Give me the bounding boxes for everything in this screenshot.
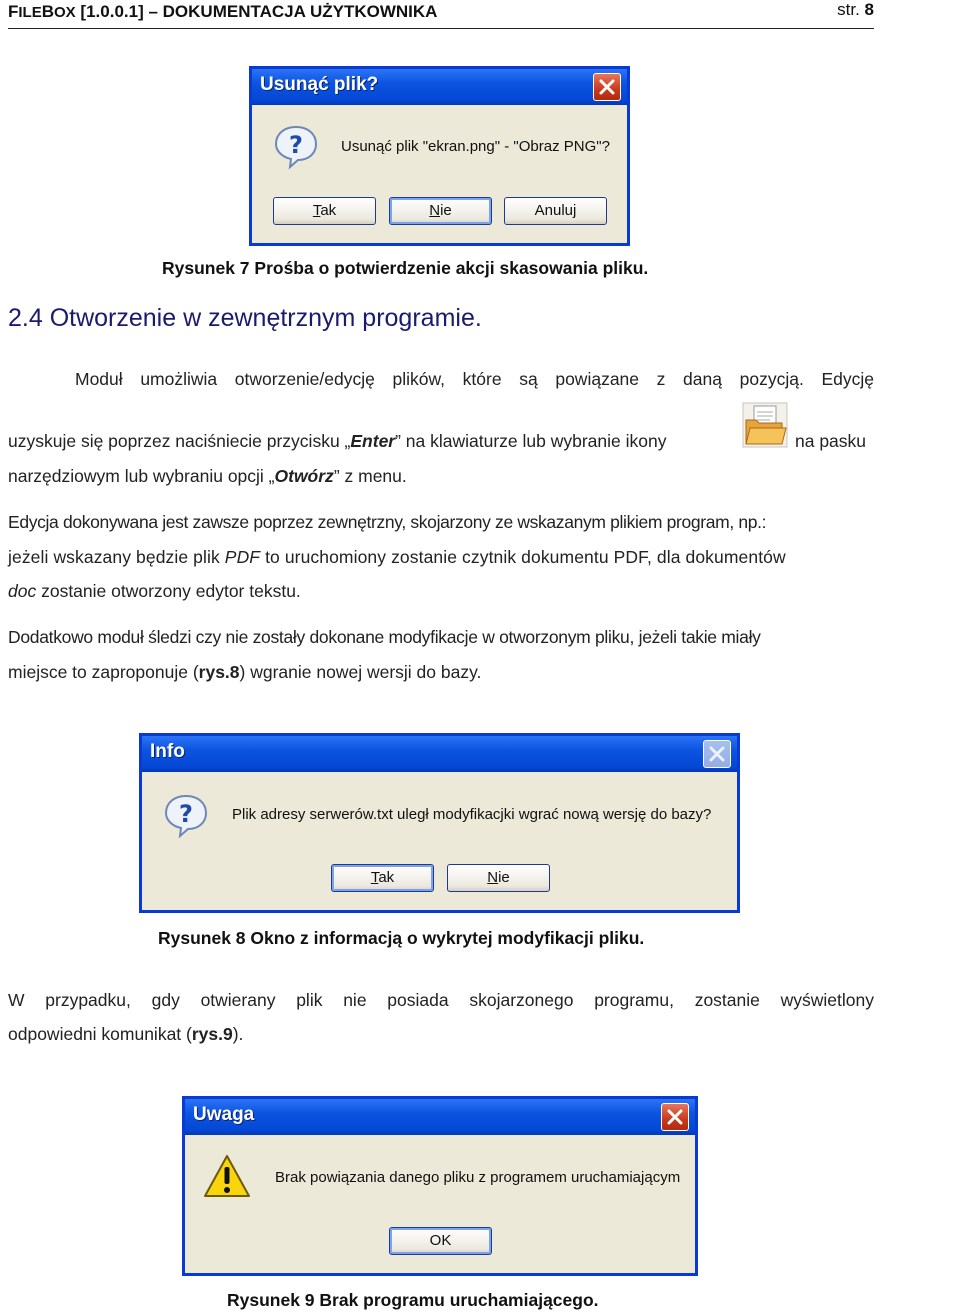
dialog-message: Brak powiązania danego pliku z programem uruchamiającym	[275, 1169, 681, 1186]
close-icon	[709, 746, 725, 762]
word: posiada	[387, 990, 449, 1010]
word: otwierany	[200, 990, 276, 1010]
close-button[interactable]	[661, 1103, 689, 1131]
word: Edycję	[821, 369, 874, 389]
paragraph-line	[75, 369, 874, 390]
paragraph-line: narzędziowym lub wybraniu opcji „Otwórz” z menu.	[8, 466, 407, 486]
paragraph-line-end: na pasku	[795, 431, 867, 451]
word: które	[462, 369, 502, 389]
dialog-title-bar	[185, 1099, 695, 1135]
warning-dialog	[182, 1096, 698, 1276]
close-icon	[667, 1109, 683, 1125]
question-icon	[162, 792, 210, 840]
figure-caption-7: Rysunek 7 Prośba o potwierdzenie akcji skasowania pliku.	[162, 258, 649, 278]
cancel-button[interactable]: Anuluj	[504, 197, 607, 225]
word: pozycją.	[739, 369, 804, 389]
word: W	[8, 990, 25, 1010]
paragraph-line: doc zostanie otworzony edytor tekstu.	[8, 581, 301, 601]
info-dialog	[139, 733, 740, 913]
word: zostanie	[694, 990, 760, 1010]
warning-icon	[203, 1153, 251, 1199]
word: z	[656, 369, 666, 389]
svg-text:?: ?	[179, 800, 193, 828]
word: gdy	[151, 990, 180, 1010]
page-header	[8, 0, 874, 29]
paragraph-line: odpowiedni komunikat (rys.9).	[8, 1024, 244, 1044]
close-button[interactable]	[593, 73, 621, 101]
figure-caption-9: Rysunek 9 Brak programu uruchamiającego.	[227, 1290, 599, 1310]
word: umożliwia	[140, 369, 218, 389]
word: przypadku,	[45, 990, 131, 1010]
word: nie	[343, 990, 367, 1010]
paragraph-line	[8, 990, 874, 1011]
dialog-title-bar	[252, 69, 627, 105]
word: wyświetlony	[780, 990, 874, 1010]
no-button[interactable]: Nie	[389, 197, 492, 225]
yes-button[interactable]: Tak	[331, 864, 434, 892]
paragraph-line: jeżeli wskazany będzie plik PDF to uruchomiony zostanie czytnik dokumentu PDF, dla dokumentów	[8, 547, 786, 567]
dialog-message: Plik adresy serwerów.txt uległ modyfikacjki wgrać nową wersję do bazy?	[232, 806, 712, 823]
close-icon	[599, 79, 615, 95]
question-icon	[272, 123, 320, 171]
dialog-message: Usunąć plik "ekran.png" - "Obraz PNG"?	[341, 138, 610, 155]
delete-confirm-dialog	[249, 66, 630, 246]
document-title: FILEBOX [1.0.0.1] – DOKUMENTACJA UŻYTKOWNIKA	[8, 2, 438, 21]
yes-button[interactable]: Tak	[273, 197, 376, 225]
section-heading: 2.4 Otworzenie w zewnętrznym programie.	[8, 304, 482, 332]
word: programu,	[594, 990, 674, 1010]
word: daną	[683, 369, 722, 389]
word: Moduł	[75, 369, 123, 389]
word: powiązane	[555, 369, 640, 389]
close-button[interactable]	[703, 740, 731, 768]
paragraph-line: miejsce to zaproponuje (rys.8) wgranie nowej wersji do bazy.	[8, 662, 482, 682]
word: są	[519, 369, 538, 389]
paragraph-line: Dodatkowo moduł śledzi czy nie zostały dokonane modyfikacje w otworzonym pliku, jeżeli takie miały	[8, 627, 761, 647]
word: otworzenie/edycję	[234, 369, 375, 389]
word: plików,	[392, 369, 446, 389]
svg-text:?: ?	[289, 131, 303, 159]
word: skojarzonego	[469, 990, 574, 1010]
dialog-title: Info	[150, 741, 185, 762]
paragraph-line: uzyskuje się poprzez naciśniecie przycisku „Enter” na klawiaturze lub wybranie ikony	[8, 431, 667, 451]
no-button[interactable]: Nie	[447, 864, 550, 892]
figure-caption-8: Rysunek 8 Okno z informacją o wykrytej modyfikacji pliku.	[158, 928, 645, 948]
ok-button[interactable]: OK	[389, 1227, 492, 1255]
dialog-title: Uwaga	[193, 1104, 255, 1125]
dialog-title-bar	[142, 736, 737, 772]
paragraph-line: Edycja dokonywana jest zawsze poprzez zewnętrzny, skojarzony ze wskazanym plikiem program, np.:	[8, 512, 767, 532]
folder-open-icon	[742, 402, 788, 448]
word: plik	[296, 990, 323, 1010]
page-number: str. 8	[837, 0, 874, 19]
dialog-title: Usunąć plik?	[260, 74, 379, 95]
